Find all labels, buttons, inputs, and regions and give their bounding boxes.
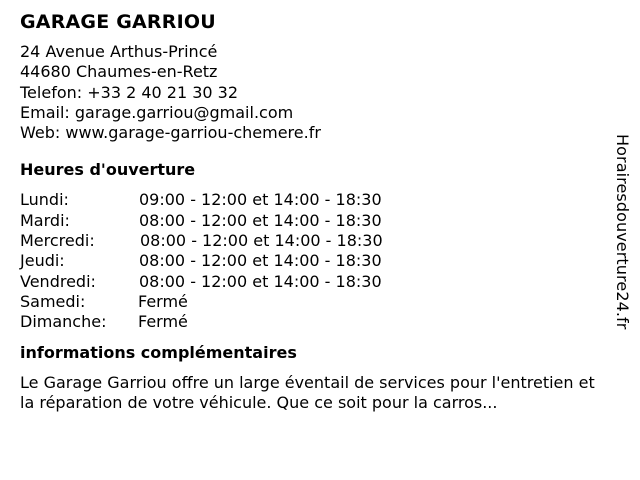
business-name: GARAGE GARRIOU [20,11,216,33]
day-label: Samedi: [20,291,86,311]
additional-info-heading: informations complémentaires [20,342,297,362]
phone-text: Telefon: +33 2 40 21 30 32 [20,82,239,102]
hours-row-samedi [20,292,610,312]
hours-value: 09:00 - 12:00 et 14:00 - 18:30 [139,190,382,210]
website-text: Web: www.garage-garriou-chemere.fr [20,123,321,143]
day-label: Lundi: [20,190,69,210]
hours-row-jeudi [20,251,610,271]
opening-hours-list [20,190,610,332]
email-text: Email: garage.garriou@gmail.com [20,102,294,122]
hours-value: 08:00 - 12:00 et 14:00 - 18:30 [139,251,382,271]
site-watermark [612,134,632,346]
day-label: Dimanche: [20,312,107,332]
hours-row-lundi [20,190,610,210]
day-label: Jeudi: [20,251,65,271]
business-description: Le Garage Garriou offre un large éventail de services pour l'entretien et la réparation de votre véhicule. Que ce soit pour la carros... [20,372,595,413]
hours-row-vendredi [20,272,610,292]
day-label: Mercredi: [20,231,95,251]
day-label: Mardi: [20,210,70,230]
hours-value: 08:00 - 12:00 et 14:00 - 18:30 [139,210,382,230]
site-watermark-text: Horairesdouverture24.fr [613,134,632,330]
street-address: 24 Avenue Arthus-Princé [20,42,218,61]
hours-row-dimanche [20,312,610,332]
opening-hours-heading: Heures d'ouverture [20,160,196,180]
hours-value: Fermé [138,312,188,332]
day-label: Vendredi: [20,271,96,291]
hours-row-mercredi [20,231,610,251]
hours-row-mardi [20,211,610,231]
hours-value: 08:00 - 12:00 et 14:00 - 18:30 [139,271,382,291]
hours-value: 08:00 - 12:00 et 14:00 - 18:30 [140,231,383,251]
postal-city: 44680 Chaumes-en-Retz [20,62,218,82]
hours-value: Fermé [138,291,188,311]
business-card [20,10,610,414]
address-block [20,42,610,143]
